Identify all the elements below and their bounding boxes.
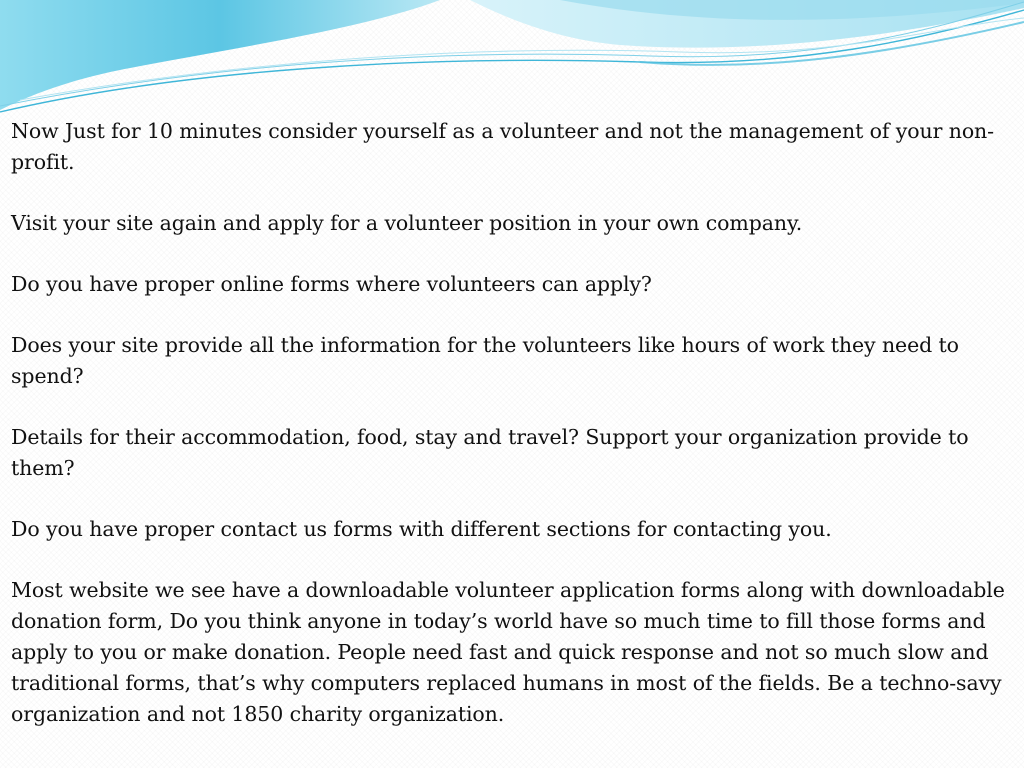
paragraph-volunteer-perspective: Now Just for 10 minutes consider yourself as a volunteer and not the management of your non-profit.: [11, 119, 994, 174]
paragraph-contact-forms: Do you have proper contact us forms with different sections for contacting you.: [11, 517, 832, 541]
paragraph-site-information: Does your site provide all the information for the volunteers like hours of work they need to spend?: [11, 333, 959, 388]
slide-body-text: [11, 116, 1017, 730]
paragraph-downloadable-forms: Most website we see have a downloadable volunteer application forms along with downloadable donation form, Do you think anyone in today’s world have so much time to fill those forms and apply to you or make donation. People need fast and quick response and not so much slow and traditional forms, that’s why computers replaced humans in most of the fields. Be a techno-savy organization and not 1850 charity organization.: [11, 578, 1005, 726]
header-wave-decoration: [0, 0, 1024, 120]
paragraph-online-forms: Do you have proper online forms where volunteers can apply?: [11, 272, 652, 296]
paragraph-visit-site: Visit your site again and apply for a volunteer position in your own company.: [11, 211, 803, 235]
paragraph-accommodation-details: Details for their accommodation, food, stay and travel? Support your organization provide to them?: [11, 425, 969, 480]
